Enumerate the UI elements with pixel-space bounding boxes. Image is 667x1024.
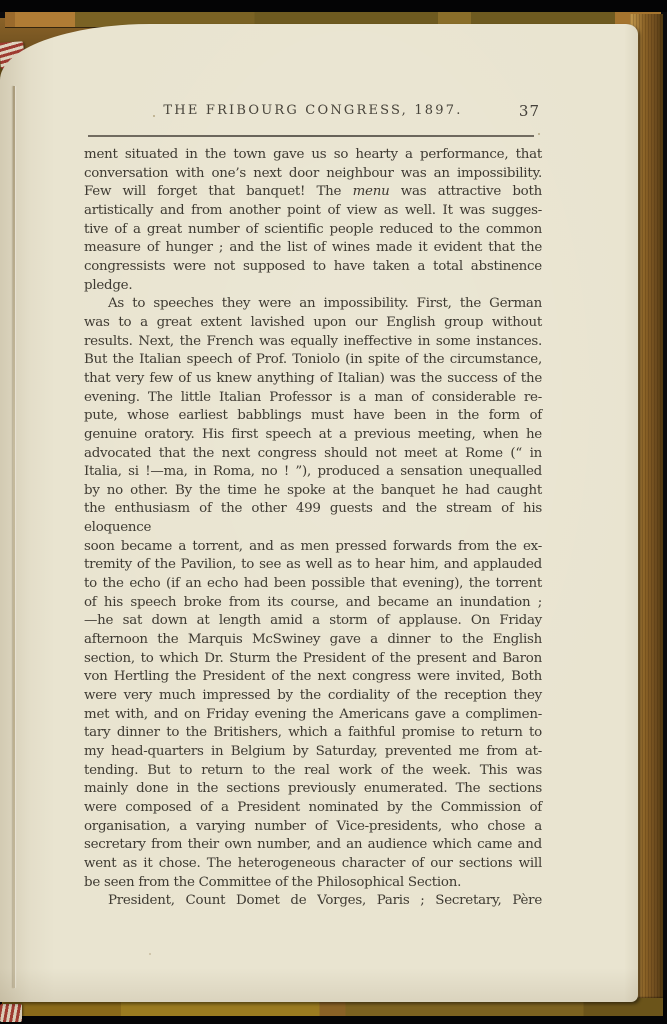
- text-line: went as it chose. The heterogeneous character of our sections will: [84, 855, 542, 871]
- text-line: genuine oratory. His first speech at a previous meeting, when he: [84, 426, 542, 442]
- text-line: tive of a great number of scientific people reduced to the common: [84, 221, 542, 237]
- text-line: pledge.: [84, 277, 133, 293]
- running-title: THE FRIBOURG CONGRESS, 1897.: [163, 103, 463, 118]
- text-line: by no other. By the time he spoke at the banquet he had caught: [84, 482, 542, 498]
- text-line: congressists were not supposed to have taken a total abstinence: [84, 258, 542, 274]
- text-line: As to speeches they were an impossibility. First, the German: [108, 296, 542, 312]
- text-line: tary dinner to the Britishers, which a faithful promise to return to: [84, 725, 542, 741]
- running-header: [84, 103, 542, 123]
- text-line: section, to which Dr. Sturm the President of the present and Baron: [84, 650, 542, 666]
- text-line: organisation, a varying number of Vice-presidents, who chose a: [84, 818, 542, 834]
- text-line: was to a great extent lavished upon our English group without: [84, 314, 542, 330]
- text-line: that very few of us knew anything of Italian) was the success of the: [84, 370, 542, 386]
- text-line: of his speech broke from its course, and became an inundation ;: [84, 594, 542, 610]
- text-line: pute, whose earliest babblings must have been in the form of: [84, 408, 542, 424]
- italic-word: menu: [352, 184, 390, 200]
- text-line: artistically and from another point of view as well. It was sugges-: [84, 202, 542, 218]
- text-line: tremity of the Pavilion, to see as well as to hear him, and applauded: [84, 557, 542, 573]
- text-line: the enthusiasm of the other 499 guests and the stream of his eloquence: [84, 501, 542, 536]
- text-line: soon became a torrent, and as men pressed forwards from the ex-: [84, 538, 542, 554]
- text-line: mainly done in the sections previously enumerated. The sections: [84, 781, 542, 797]
- header-rule: [88, 135, 534, 137]
- text-line: be seen from the Committee of the Philosophical Section.: [84, 874, 462, 890]
- text-line: were very much impressed by the cordiality of the reception they: [84, 688, 542, 704]
- text-line: secretary from their own number, and an audience which came and: [84, 837, 542, 853]
- text-line: tending. But to return to the real work of the week. This was: [84, 762, 542, 778]
- text-line: results. Next, the French was equally ineffective in some instances.: [84, 333, 542, 349]
- text-line: advocated that the next congress should not meet at Rome (“ in: [84, 445, 542, 461]
- text-line: ment situated in the town gave us so hearty a performance, that: [84, 147, 542, 162]
- text-line: my head-quarters in Belgium by Saturday, prevented me from at-: [84, 744, 542, 759]
- text-segment: was attractive both: [389, 184, 542, 200]
- page-number: 37: [518, 102, 540, 120]
- text-line: conversation with one’s next door neighbour was an impossibility.: [84, 165, 542, 181]
- page-body: [84, 146, 542, 911]
- text-line: —he sat down at length amid a storm of applause. On Friday: [84, 613, 542, 629]
- text-line: met with, and on Friday evening the Americans gave a complimen-: [84, 706, 542, 722]
- text-segment: Few will forget that banquet! The: [84, 184, 353, 200]
- text-line: afternoon the Marquis McSwiney gave a dinner to the English: [84, 632, 542, 648]
- text-line: von Hertling the President of the next congress were invited, Both: [84, 669, 542, 685]
- paper-speck: [149, 953, 151, 955]
- text-line: were composed of a President nominated by the Commission of: [84, 799, 542, 815]
- book-headband-bottom: [0, 1004, 22, 1022]
- text-line: But the Italian speech of Prof. Toniolo (in spite of the circumstance,: [84, 352, 542, 368]
- text-line: evening. The little Italian Professor is a man of considerable re-: [84, 389, 542, 405]
- paper-speck: [538, 133, 540, 135]
- text-line: to the echo (if an echo had been possible that evening), the torrent: [84, 576, 542, 592]
- text-line: [84, 183, 542, 202]
- text-line: President, Count Domet de Vorges, Paris ; Secretary, Père: [108, 893, 542, 909]
- page-gutter-crease: [13, 86, 15, 988]
- text-line: measure of hunger ; and the list of wines made it evident that the: [84, 240, 542, 256]
- text-line: Italia, si !—ma, in Roma, no ! ”), produced a sensation unequalled: [84, 464, 542, 480]
